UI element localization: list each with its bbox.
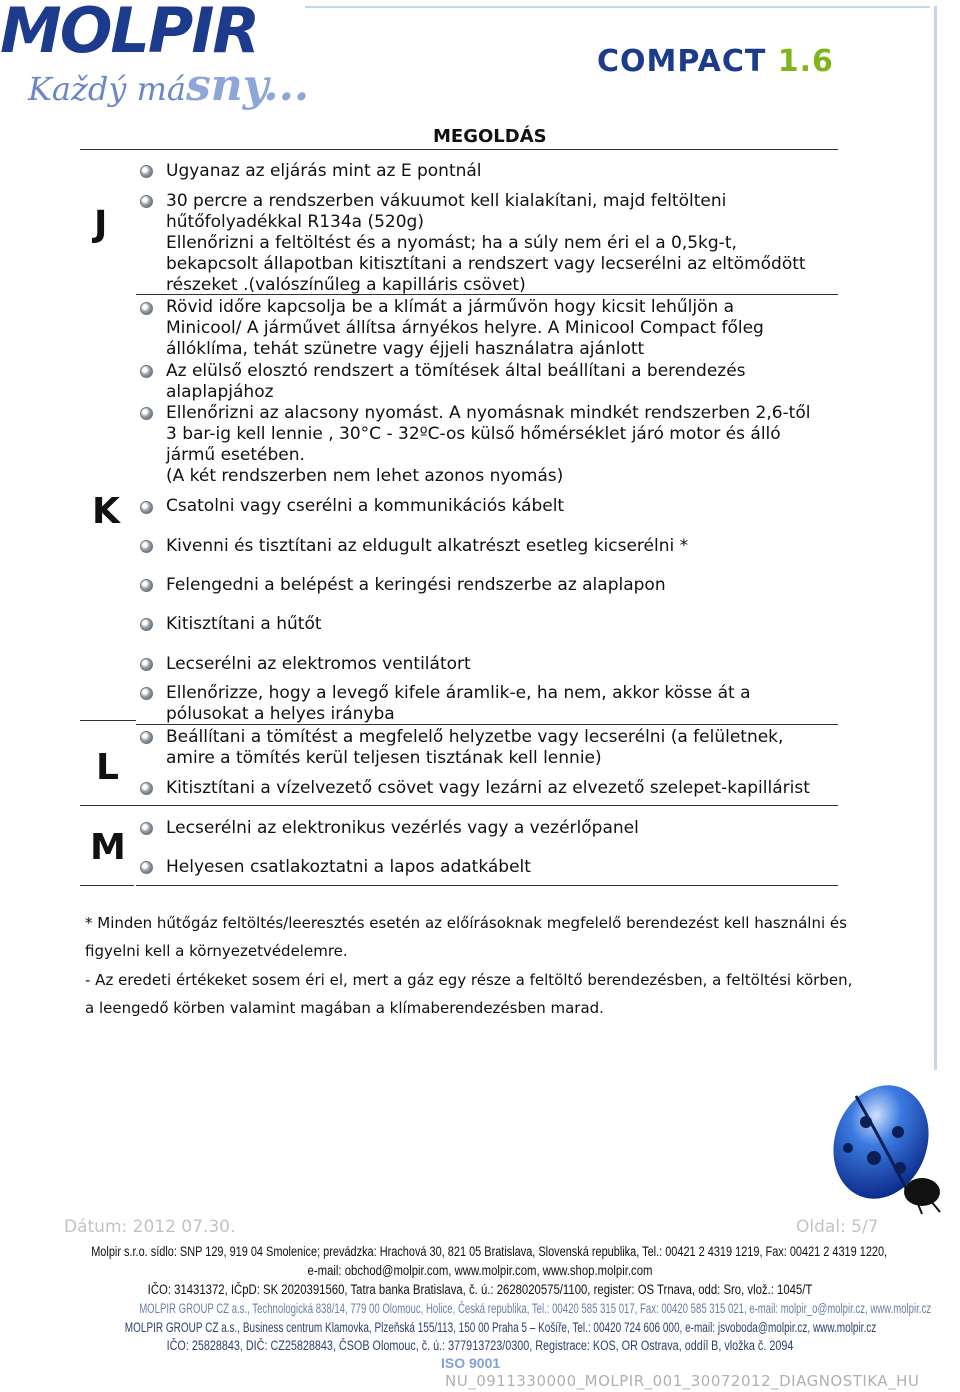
list-item-text [166, 778, 810, 799]
row-letter-l: L [96, 747, 119, 788]
list-item-line: Kitisztítani a vízelvezető csövet vagy lezárni az elvezető szelepet-kapillárist [166, 778, 810, 798]
list-item-line: hűtőfolyadékkal R134a (520g) [166, 212, 424, 232]
bullet-icon [140, 302, 153, 315]
list-item-line: Ellenőrizze, hogy a levegő kifele áramlik-e, ha nem, akkor kösse át a [166, 683, 751, 703]
list-item-text [166, 496, 564, 517]
header-divider [305, 6, 930, 8]
list-item-line: Beállítani a tömítést a megfelelő helyzetbe vagy lecserélni (a felületnek, [166, 727, 784, 747]
list-item-text [166, 536, 688, 557]
bullet-icon [140, 658, 153, 671]
footnote-line: a leengedő körben valamint magában a klímaberendezésben marad. [85, 999, 604, 1017]
list-item-text [166, 361, 746, 403]
logo-wordmark: MOLPIR [0, 0, 259, 67]
bullet-icon [140, 687, 153, 700]
document-date: Dátum: 2012 07.30. [64, 1217, 236, 1237]
bullet-icon [140, 365, 153, 378]
list-item-line: Ellenőrizni a feltöltést és a nyomást; ha a súly nem éri el a 0,5kg-t, [166, 233, 737, 253]
table-top-rule [80, 149, 838, 150]
footnote-line: figyelni kell a környezetvédelemre. [85, 942, 348, 960]
logo-slogan [28, 60, 309, 111]
list-item-line: Minicool/ A járművet állítsa árnyékos helyre. A Minicool Compact főleg [166, 318, 764, 338]
list-item-line: Az elülső elosztó rendszert a tömítések által beállítani a berendezés [166, 361, 746, 381]
list-item-line: Felengedni a belépést a keringési rendszerbe az alaplapon [166, 575, 666, 595]
bullet-icon [140, 861, 153, 874]
list-item-line: Lecserélni az elektromos ventilátort [166, 654, 471, 674]
bullet-icon [140, 540, 153, 553]
product-version: 1.6 [777, 44, 834, 79]
bullet-icon [140, 195, 153, 208]
list-item-text [166, 575, 666, 596]
product-word: COMPACT [597, 44, 778, 79]
company-address: Molpir s.r.o. sídlo: SNP 129, 919 04 Smolenice; prevádzka: Hrachová 30, 821 05 Bratislava, Slovenská republika, Tel.: 00421 2 4319 1219, Fax: 00421 2 4319 1220, [91, 1244, 888, 1259]
list-item-line: pólusokat a helyes irányba [166, 704, 395, 724]
list-item-line: Ugyanaz az eljárás mint az E pontnál [166, 161, 482, 181]
document-id: NU_0911330000_MOLPIR_001_30072012_DIAGNOSTIKA_HU [445, 1372, 920, 1390]
list-item-text [166, 191, 806, 296]
list-item-line: 3 bar-ig kell lennie , 30°C - 32ºC-os külső hőmérséklet járó motor és álló [166, 424, 781, 444]
table-bottom-rule [136, 885, 838, 886]
bullet-icon [140, 501, 153, 514]
list-item-text [166, 857, 531, 878]
group-address-praha: MOLPIR GROUP CZ a.s., Business centrum Klamovka, Plzeňská 155/113, 150 00 Praha 5 – Košíře, Tel.: 00420 724 606 000, e-mail: jsvoboda@molpir.cz, www.molpir.cz [124, 1320, 877, 1335]
group-address-olomouc: MOLPIR GROUP CZ a.s., Technologická 838/14, 779 00 Olomouc, Holice, Česká republika, Tel.: 00420 585 315 017, Fax: 00420 585 315 021, e-mail: molpir_o@molpir.cz, www.molpir.cz [139, 1301, 932, 1316]
list-item-line: alaplapjához [166, 382, 274, 402]
list-item-line: Ellenőrizni az alacsony nyomást. A nyomásnak mindkét rendszerben 2,6-től [166, 403, 811, 423]
list-item-line: bekapcsolt állapotban kitisztítani a rendszert vagy lecserélni az eltömődött [166, 254, 806, 274]
list-item-line: Lecserélni az elektronikus vezérlés vagy a vezérlőpanel [166, 818, 639, 838]
list-item-text [166, 297, 764, 360]
list-item-line: Csatolni vagy cserélni a kommunikációs kábelt [166, 496, 565, 516]
slogan-part-3: sny... [186, 60, 310, 111]
row-rule [136, 805, 838, 806]
ladybug-icon [826, 1080, 946, 1215]
company-registration: IČO: 31431372, IČpD: SK 2020391560, Tatra banka Bratislava, č. ú.: 2628020575/1100, register: OS Trnava, odd: Sro, vlož.: 1045/T [147, 1282, 813, 1297]
list-item-line: állóklíma, tehát szünetre vagy éjjeli használatra ajánlott [166, 339, 645, 359]
list-item-text [166, 161, 482, 182]
list-item-line: Kivenni és tisztítani az eldugult alkatrészt esetleg kicserélni * [166, 536, 689, 556]
bullet-icon [140, 407, 153, 420]
list-item-line: Rövid időre kapcsolja be a klímát a járművön hogy kicsit lehűljön a [166, 297, 735, 317]
slogan-part-2: má [136, 70, 186, 108]
company-contact: e-mail: obchod@molpir.com, www.molpir.com, www.shop.molpir.com [307, 1263, 653, 1278]
slogan-part-1: Každý [28, 70, 137, 108]
bullet-icon [140, 731, 153, 744]
footnote-line: - Az eredeti értékeket sosem éri el, mert a gáz egy része a feltöltő berendezésben, a feltöltési körben, [85, 971, 853, 989]
list-item-line: Kitisztítani a hűtőt [166, 614, 322, 634]
row-rule [80, 805, 136, 806]
list-item-line: részeket .(valószínűleg a kapilláris csövet) [166, 275, 526, 295]
row-letter-j: J [94, 204, 108, 245]
page-border-right [934, 6, 937, 1070]
list-item-text [166, 683, 750, 725]
list-item-text [166, 818, 639, 839]
list-item-line: Helyesen csatlakoztatni a lapos adatkábelt [166, 857, 531, 877]
row-letter-k: K [92, 491, 120, 532]
list-item-line: (A két rendszerben nem lehet azonos nyomás) [166, 466, 564, 486]
list-item-text [166, 727, 783, 769]
list-item-line: 30 percre a rendszerben vákuumot kell kialakítani, majd feltölteni [166, 191, 727, 211]
list-item-text [166, 654, 471, 675]
list-item-line: amire a tömítés kerül teljesen tisztának kell lennie) [166, 748, 602, 768]
product-name [597, 44, 834, 79]
iso-badge: ISO 9001 [441, 1355, 501, 1371]
molpir-logo [0, 0, 310, 112]
table-bottom-rule [80, 885, 134, 886]
group-registration: IČO: 25828843, DIČ: CZ25828843, ČSOB Olomouc, č. ú.: 377913723/0300, Registrace: KOS, OR Ostrava, oddíl B, vložka č. 2094 [166, 1338, 794, 1353]
list-item-text [166, 403, 810, 487]
list-item-line: jármű esetében. [166, 445, 305, 465]
bullet-icon [140, 618, 153, 631]
bullet-icon [140, 579, 153, 592]
footnote-line: * Minden hűtőgáz feltöltés/leeresztés esetén az előírásoknak megfelelő berendezést kell használni és [85, 914, 847, 932]
page-number: Oldal: 5/7 [796, 1217, 879, 1237]
list-item-text [166, 614, 322, 635]
page-title: MEGOLDÁS [433, 126, 547, 147]
row-rule [80, 720, 136, 721]
bullet-icon [140, 165, 153, 178]
row-letter-m: M [90, 827, 126, 868]
bullet-icon [140, 782, 153, 795]
bullet-icon [140, 822, 153, 835]
